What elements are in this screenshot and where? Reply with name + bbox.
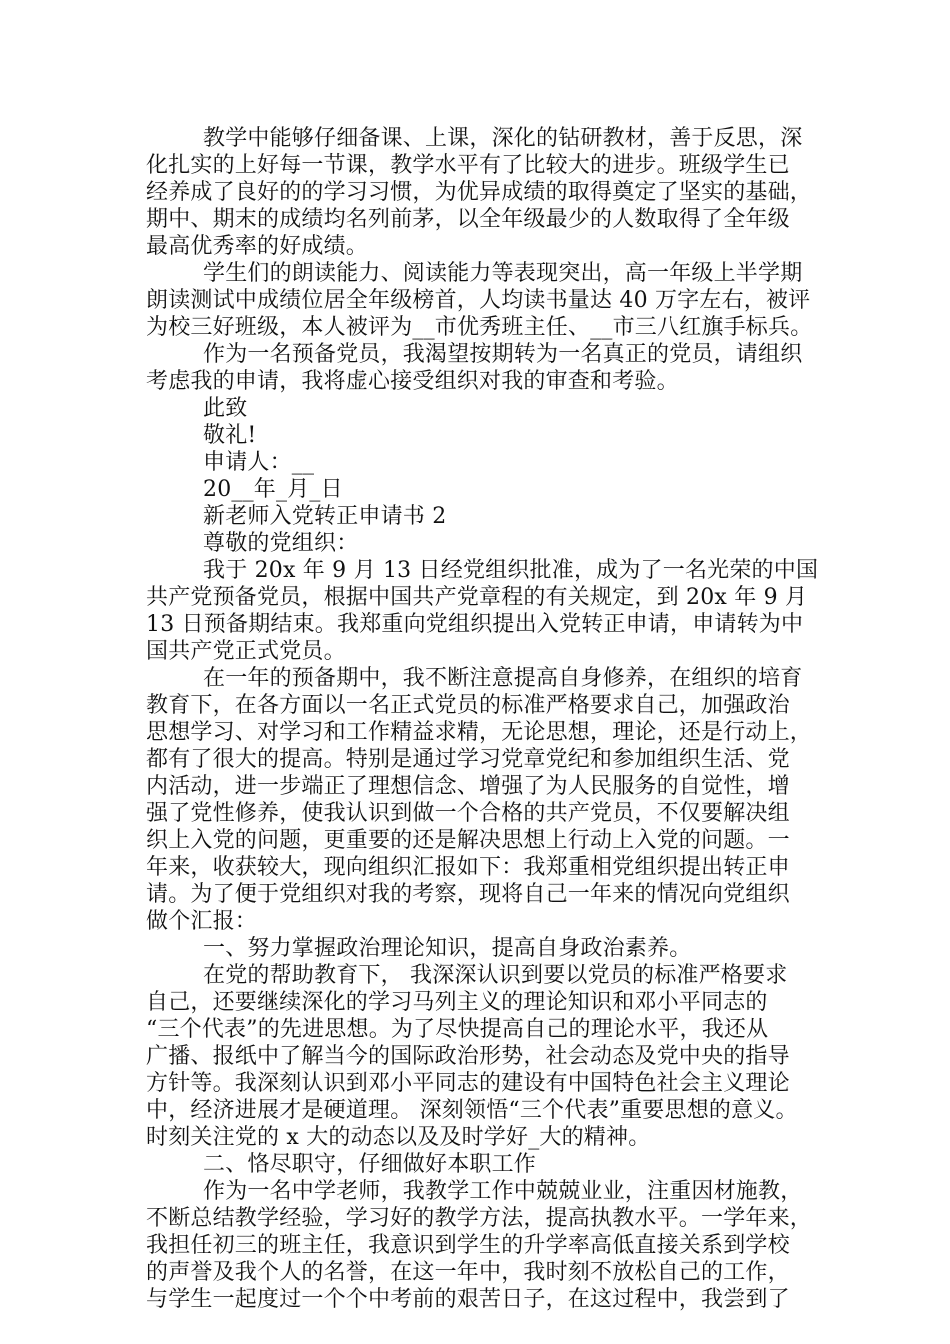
text-line: 教学中能够仔细备课、上课，深化的钻研教材，善于反思，深 <box>203 126 803 151</box>
text-line: 做个汇报： <box>146 909 258 934</box>
date-line: 20__年_月_日 <box>203 477 343 502</box>
text-line: 最高优秀率的好成绩。 <box>146 234 369 259</box>
text-line: 在一年的预备期中，我不断注意提高自身修养，在组织的培育 <box>203 666 803 691</box>
text-line: “三个代表”的先进思想。为了尽快提高自己的理论水平，我还从 <box>146 1017 769 1042</box>
text-line: 思想学习、对学习和工作精益求精，无论思想，理论，还是行动上， <box>146 720 813 745</box>
text-line: 请。为了便于党组织对我的考察，现将自己一年来的情况向党组织 <box>146 882 790 907</box>
greeting: 尊敬的党组织： <box>203 531 359 556</box>
closing-respect: 敬礼! <box>203 423 257 448</box>
text-line: 经养成了良好的的学习习惯，为优异成绩的取得奠定了坚实的基础， <box>146 180 813 205</box>
text-line: 教育下，在各方面以一名正式党员的标准严格要求自己，加强政治 <box>146 693 790 718</box>
text-line: 期中、期末的成绩均名列前茅，以全年级最少的人数取得了全年级 <box>146 207 790 232</box>
text-line: 我于 20x 年 9 月 13 日经党组织批准，成为了一名光荣的中国 <box>203 558 819 583</box>
text-line: 都有了很大的提高。特别是通过学习党章党纪和参加组织生活、党 <box>146 747 790 772</box>
text-line: 国共产党正式党员。 <box>146 639 346 664</box>
text-line: 13 日预备期结束。我郑重向党组织提出入党转正申请，申请转为中 <box>146 612 804 637</box>
section-heading: 二、恪尽职守，仔细做好本职工作 <box>203 1152 537 1177</box>
text-line: 不断总结教学经验，学习好的教学方法，提高执教水平。一学年来， <box>146 1206 813 1231</box>
text-line: 内活动，进一步端正了理想信念、增强了为人民服务的自觉性，增 <box>146 774 790 799</box>
text-line: 中，经济进展才是硬道理。 深刻领悟“三个代表”重要思想的意义。 <box>146 1098 798 1123</box>
text-line: 在党的帮助教育下， 我深深认识到要以党员的标准严格要求 <box>203 963 788 988</box>
text-line: 朗读测试中成绩位居全年级榜首，人均读书量达 40 万字左右，被评 <box>146 288 811 313</box>
section-heading: 一、努力掌握政治理论知识，提高自身政治素养。 <box>203 936 692 961</box>
text-line: 强了党性修养，使我认识到做一个合格的共产党员，不仅要解决组 <box>146 801 790 826</box>
text-line: 共产党预备党员，根据中国共产党章程的有关规定，到 20x 年 9 月 <box>146 585 808 610</box>
text-line: 与学生一起度过一个个中考前的艰苦日子，在这过程中，我尝到了 <box>146 1287 790 1312</box>
text-line: 为校三好班级，本人被评为__市优秀班主任、__市三八红旗手标兵。 <box>146 315 813 340</box>
text-line: 年来，收获较大，现向组织汇报如下：我郑重相党组织提出转正申 <box>146 855 790 880</box>
section-title: 新老师入党转正申请书 2 <box>203 504 447 529</box>
applicant-signature: 申请人：__ <box>203 450 315 475</box>
closing-salutation: 此致 <box>203 396 248 421</box>
text-line: 化扎实的上好每一节课，教学水平有了比较大的进步。班级学生已 <box>146 153 790 178</box>
text-line: 织上入党的问题，更重要的还是解决思想上行动上入党的问题。一 <box>146 828 790 853</box>
text-line: 作为一名中学老师，我教学工作中兢兢业业，注重因材施教， <box>203 1179 803 1204</box>
text-line: 作为一名预备党员，我渴望按期转为一名真正的党员，请组织 <box>203 342 803 367</box>
text-line: 方针等。我深刻认识到邓小平同志的建设有中国特色社会主义理论 <box>146 1071 790 1096</box>
text-line: 广播、报纸中了解当今的国际政治形势，社会动态及党中央的指导 <box>146 1044 790 1069</box>
text-line: 我担任初三的班主任，我意识到学生的升学率高低直接关系到学校 <box>146 1233 790 1258</box>
text-line: 的声誉及我个人的名誉，在这一年中，我时刻不放松自己的工作， <box>146 1260 790 1285</box>
text-line: 时刻关注党的 x 大的动态以及及时学好_大的精神。 <box>146 1125 651 1150</box>
text-line: 自己，还要继续深化的学习马列主义的理论知识和邓小平同志的 <box>146 990 768 1015</box>
text-line: 考虑我的申请，我将虚心接受组织对我的审查和考验。 <box>146 369 679 394</box>
text-line: 学生们的朗读能力、阅读能力等表现突出，高一年级上半学期 <box>203 261 803 286</box>
